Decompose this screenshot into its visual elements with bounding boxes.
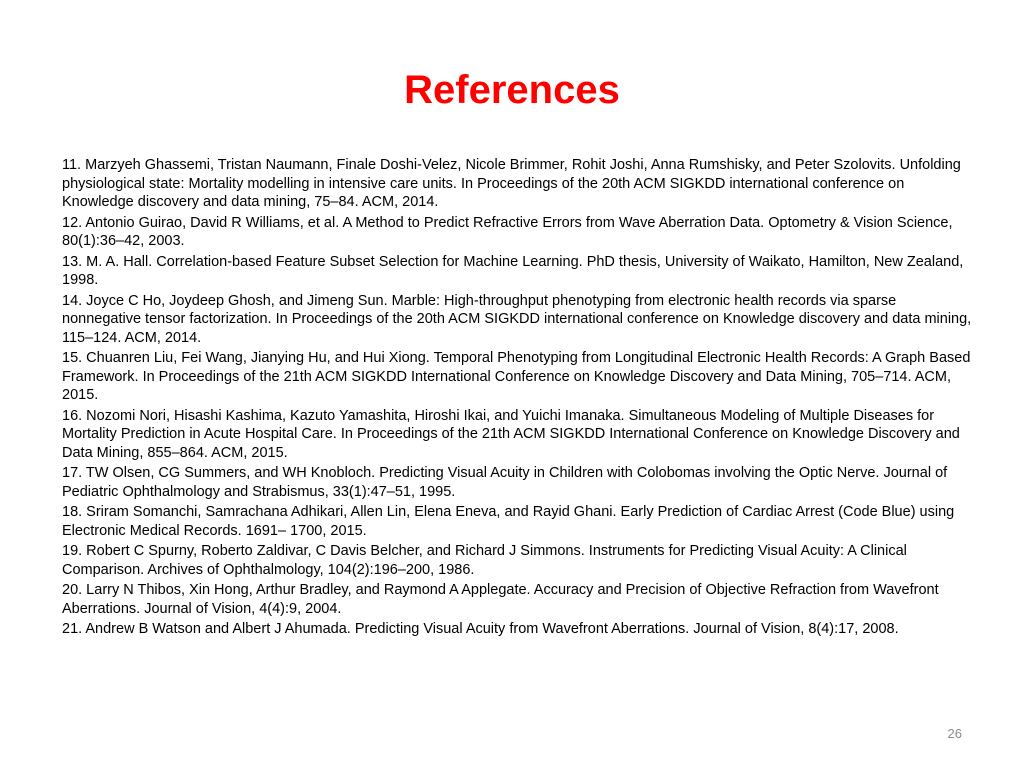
reference-list [62,156,972,641]
reference-item: 13. M. A. Hall. Correlation-based Feature Subset Selection for Machine Learning. PhD thesis, University of Waikato, Hamilton, New Zealand, 1998. [62,253,964,288]
reference-item: 20. Larry N Thibos, Xin Hong, Arthur Bradley, and Raymond A Applegate. Accuracy and Precision of Objective Refraction from Wavefront Aberrations. Journal of Vision, 4(4):9, 2004. [62,582,939,617]
reference-item: 15. Chuanren Liu, Fei Wang, Jianying Hu, and Hui Xiong. Temporal Phenotyping from Longitudinal Electronic Health Records: A Graph Based Framework. In Proceedings of the 21th ACM SIGKDD International Conference on Knowledge Discovery and Data Mining, 705–714. ACM, 2015. [62,350,971,403]
reference-item: 16. Nozomi Nori, Hisashi Kashima, Kazuto Yamashita, Hiroshi Ikai, and Yuichi Imanaka. Simultaneous Modeling of Multiple Diseases for Mortality Prediction in Acute Hospital Care. In Proceedings of the 21th ACM SIGKDD International Conference on Knowledge Discovery and Data Mining, 855–864. ACM, 2015. [62,407,960,461]
page-number: 26 [947,726,962,741]
reference-item: 18. Sriram Somanchi, Samrachana Adhikari, Allen Lin, Elena Eneva, and Rayid Ghani. Early Prediction of Cardiac Arrest (Code Blue) using Electronic Medical Records. 1691– 1700, 2015. [62,504,955,539]
reference-item: 19. Robert C Spurny, Roberto Zaldivar, C Davis Belcher, and Richard J Simmons. Instruments for Predicting Visual Acuity: A Clinical Comparison. Archives of Ophthalmology, 104(2):196–200, 1986. [62,543,907,578]
reference-item: 21. Andrew B Watson and Albert J Ahumada. Predicting Visual Acuity from Wavefront Aberrations. Journal of Vision, 8(4):17, 2008. [62,621,899,637]
reference-item: 11. Marzyeh Ghassemi, Tristan Naumann, Finale Doshi-Velez, Nicole Brimmer, Rohit Joshi, Anna Rumshisky, and Peter Szolovits. Unfolding physiological state: Mortality modelling in intensive care units. In Proceedings of the 20th ACM SIGKDD international conference on Knowledge discovery and data mining, 75–84. ACM, 2014. [62,157,961,210]
reference-item: 14. Joyce C Ho, Joydeep Ghosh, and Jimeng Sun. Marble: High-throughput phenotyping from electronic health records via sparse nonnegative tensor factorization. In Proceedings of the 20th ACM SIGKDD international conference on Knowledge discovery and data mining, 115–124. ACM, 2014. [62,292,972,346]
reference-item: 12. Antonio Guirao, David R Williams, et al. A Method to Predict Refractive Errors from Wave Aberration Data. Optometry & Vision Science, 80(1):36–42, 2003. [62,214,953,249]
reference-item: 17. TW Olsen, CG Summers, and WH Knobloch. Predicting Visual Acuity in Children with Colobomas involving the Optic Nerve. Journal of Pediatric Ophthalmology and Strabismus, 33(1):47–51, 1995. [62,465,948,500]
slide-title: References [404,68,620,112]
